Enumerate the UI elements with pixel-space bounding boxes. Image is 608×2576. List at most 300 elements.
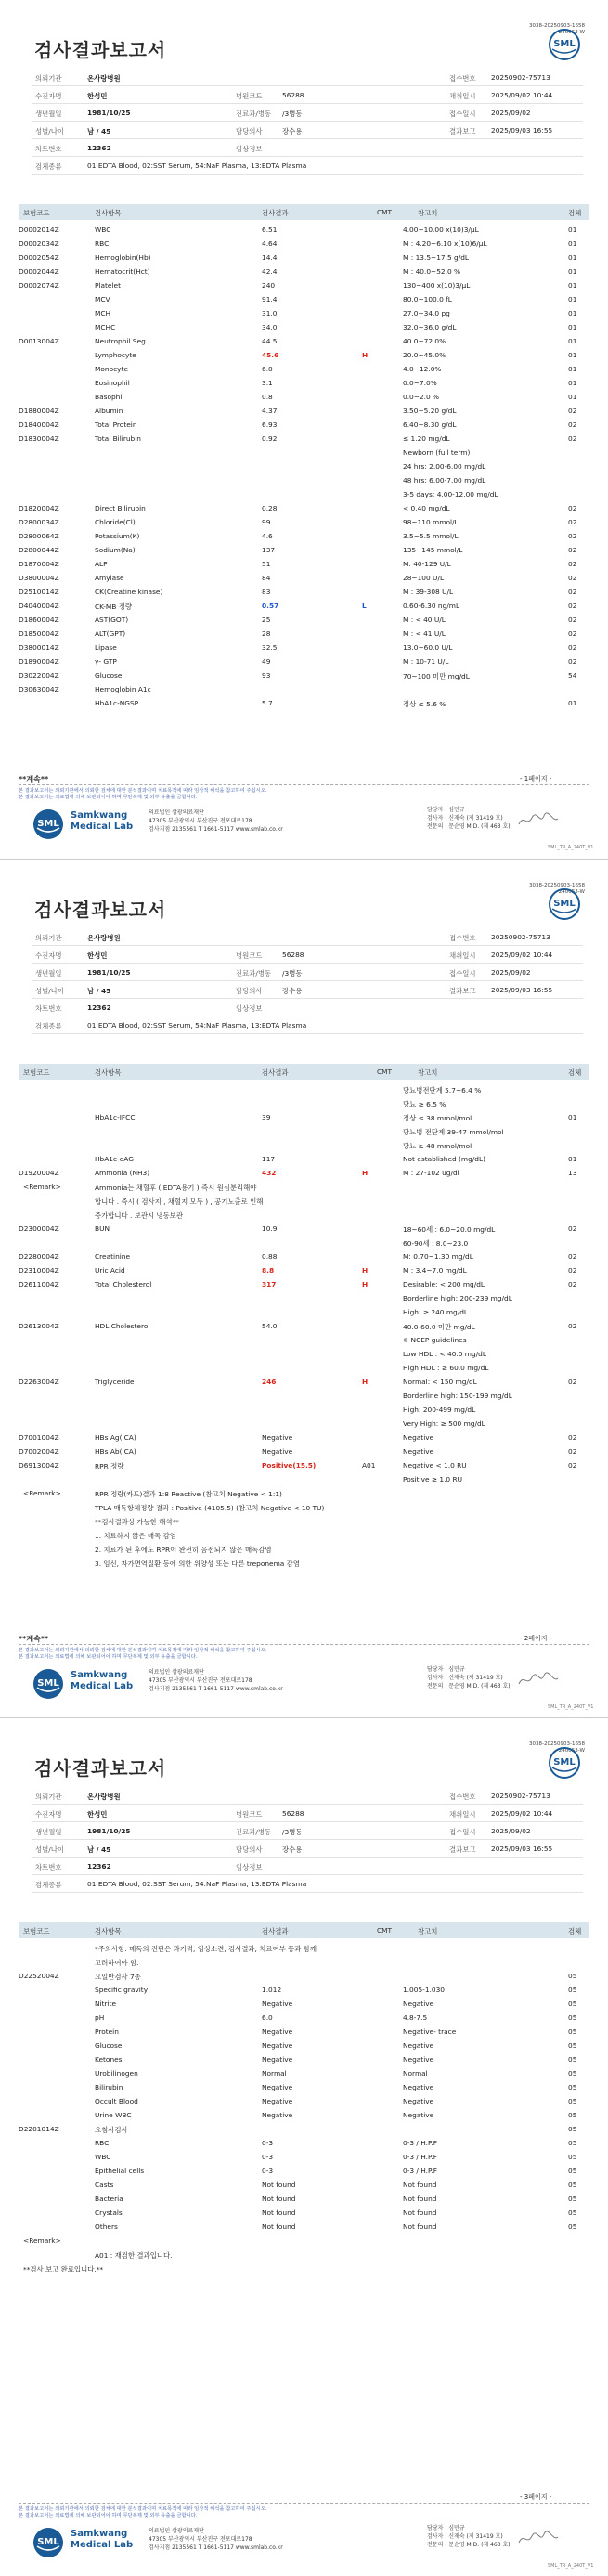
- cell-spec: 02: [568, 657, 577, 666]
- cell-code: D2800064Z: [19, 532, 59, 540]
- result-date-label: 결과보고: [449, 987, 476, 995]
- cell-ref: 정상 ≤ 5.6 %: [403, 700, 446, 708]
- table-row: [19, 1333, 589, 1347]
- cell-result: 0.57: [262, 602, 279, 610]
- patient-info: [32, 1787, 583, 1893]
- table-row: [19, 362, 589, 376]
- cell-ref: 4.8-7.5: [403, 2013, 428, 2022]
- cell-item: WBC: [95, 2153, 111, 2161]
- cell-spec: 01: [568, 295, 577, 304]
- cell-ref: Negative- trace: [403, 2027, 457, 2036]
- cell-ref: Newborn (full term): [403, 448, 471, 457]
- cell-ref: 27.0~34.0 pg: [403, 309, 450, 317]
- footer-logo-text: SML: [37, 819, 59, 829]
- table-row: [19, 265, 589, 278]
- table-row: [19, 320, 589, 334]
- page-code: SML_TR_A_240T_V1: [548, 2563, 594, 2569]
- table-row: [19, 1124, 589, 1138]
- cell-item: γ- GTP: [95, 657, 117, 666]
- cell-flag: H: [362, 1280, 369, 1288]
- hosp-code-value: 56288: [282, 91, 304, 99]
- cell-result: 45.6: [262, 351, 279, 359]
- table-row: [19, 1319, 589, 1333]
- receipt-date-label: 접수일시: [449, 1828, 476, 1836]
- cell-item: Albumin: [95, 407, 123, 415]
- remark-text: TPLA 매독항체정량 결과 : Positive (4105.5) (참고치 Negative < 10 TU): [95, 1504, 325, 1512]
- col-cmt: CMT: [377, 1926, 393, 1935]
- cell-spec: 02: [568, 1252, 577, 1261]
- continued-mark: **계속**: [19, 775, 49, 783]
- cell-ref: Negative: [403, 2083, 434, 2091]
- cell-item: Urobilinogen: [95, 2069, 138, 2078]
- cell-item: Ammonia (NH3): [95, 1169, 150, 1177]
- table-row: [19, 2039, 589, 2052]
- company-name: Samkwang Medical Lab: [71, 1670, 134, 1691]
- cell-ref: Not established (mg/dL): [403, 1155, 485, 1163]
- dept-value: /3병동: [282, 1828, 303, 1836]
- cell-item: HbA1c-eAG: [95, 1155, 134, 1163]
- cell-result: Not found: [262, 2208, 296, 2217]
- cell-ref: Borderline high: 150-199 mg/dL: [403, 1392, 512, 1400]
- cell-spec: 02: [568, 1322, 577, 1330]
- cell-item: HDL Cholesterol: [95, 1322, 150, 1330]
- remark-row: [19, 1208, 589, 1222]
- cell-ref: 4.0~12.0%: [403, 365, 442, 373]
- col-ref: 참고치: [418, 209, 438, 217]
- cell-item: BUN: [95, 1224, 110, 1233]
- cell-code: D0002054Z: [19, 253, 59, 262]
- col-code: 보험코드: [23, 1068, 50, 1077]
- cell-ref: M : 10-71 U/L: [403, 657, 449, 666]
- footer-divider: [19, 2503, 589, 2504]
- cell-item: Glucose: [95, 671, 123, 680]
- result-date-value: 2025/09/03 16:55: [491, 1845, 553, 1853]
- company-name: Samkwang Medical Lab: [71, 810, 134, 832]
- cell-ref: High: 200-499 mg/dL: [403, 1405, 476, 1414]
- cell-result: Negative: [262, 2041, 293, 2050]
- cell-item: Eosinophil: [95, 379, 130, 387]
- remark-row: [19, 1556, 589, 1570]
- cell-item: CK(Creatine kinase): [95, 588, 163, 596]
- cell-code: D1870004Z: [19, 560, 59, 568]
- cell-spec: 01: [568, 267, 577, 276]
- birth-label: 생년월일: [35, 969, 62, 977]
- table-row: [19, 571, 589, 585]
- table-row: [19, 1361, 589, 1375]
- table-row: [19, 1472, 589, 1486]
- hosp-code-label: 병원코드: [236, 1810, 263, 1819]
- hosp-code-value: 56288: [282, 1809, 304, 1818]
- cell-item: WBC: [95, 226, 111, 234]
- cell-result: 93: [262, 671, 271, 680]
- table-row: [19, 1430, 589, 1444]
- cell-item: MCHC: [95, 323, 116, 331]
- page-number: - 1페이지 -: [520, 775, 552, 783]
- cell-result: Negative: [262, 1447, 293, 1456]
- doctor-label: 담당의사: [236, 127, 263, 136]
- cell-spec: 05: [568, 2222, 577, 2231]
- cell-code: D2201014Z: [19, 2125, 59, 2133]
- cell-spec: 05: [568, 2208, 577, 2217]
- cell-result: 0.28: [262, 504, 278, 512]
- cell-item: Creatinine: [95, 1252, 131, 1261]
- cell-item: Triglyceride: [95, 1378, 135, 1386]
- doctor-label: 담당의사: [236, 987, 263, 995]
- cell-ref: 20.0~45.0%: [403, 351, 446, 359]
- report-title: 검사결과보고서: [34, 39, 167, 61]
- remark-row: [19, 1180, 589, 1194]
- cell-ref: Not found: [403, 2222, 437, 2231]
- report-page: [0, 859, 608, 1717]
- table-row: [19, 529, 589, 543]
- remark-label: <Remark>: [23, 2236, 61, 2245]
- cell-flag: H: [362, 351, 369, 359]
- chart-value: 12362: [87, 1862, 111, 1871]
- remark-row: [19, 1486, 589, 1500]
- sml-logo-icon: [548, 28, 581, 61]
- receipt-no-value: 20250902-75713: [491, 933, 550, 941]
- remark-text: A01 : 재검한 결과입니다.: [95, 2251, 173, 2259]
- logo-text: SML: [553, 899, 576, 909]
- cell-flag: H: [362, 1266, 369, 1275]
- cell-spec: 02: [568, 602, 577, 610]
- cell-spec: 02: [568, 615, 577, 624]
- cell-item: Nitrite: [95, 2000, 117, 2008]
- samkwang-logo-icon: [32, 1667, 65, 1701]
- cell-code: D4040004Z: [19, 602, 59, 610]
- cell-spec: 01: [568, 323, 577, 331]
- table-row: [19, 1277, 589, 1291]
- cell-ref: 135~145 mmol/L: [403, 546, 463, 554]
- cell-ref: Negative: [403, 2111, 434, 2119]
- table-row: [19, 473, 589, 487]
- cell-item: Lipase: [95, 643, 117, 652]
- hospital-label: 의뢰기관: [35, 934, 62, 942]
- cell-item: HbA1c-NGSP: [95, 699, 139, 707]
- logo-text: SML: [553, 1757, 576, 1767]
- dept-label: 진료과/병동: [236, 1828, 272, 1836]
- footer-divider: [19, 1644, 589, 1645]
- cell-spec: 05: [568, 2013, 577, 2022]
- receipt-no-label: 접수번호: [449, 74, 476, 83]
- samkwang-logo-icon: [32, 2526, 65, 2559]
- col-item: 검사항목: [95, 1068, 122, 1077]
- cell-spec: 02: [568, 1266, 577, 1275]
- birth-value: 1981/10/25: [87, 1827, 131, 1835]
- cell-spec: 02: [568, 504, 577, 512]
- cell-ref: High: ≥ 240 mg/dL: [403, 1308, 469, 1316]
- chart-label: 차트번호: [35, 145, 62, 153]
- cell-ref: 32.0~36.0 g/dL: [403, 323, 457, 331]
- remark-label: <Remark>: [23, 1183, 61, 1191]
- cell-result: 246: [262, 1378, 277, 1386]
- cell-result: 4.64: [262, 239, 278, 248]
- remark-text: 3. 임신, 자가면역질환 등에 의한 위양성 또는 다른 treponema 감염: [95, 1560, 300, 1568]
- dept-label: 진료과/병동: [236, 969, 272, 977]
- cell-ref: Negative: [403, 2041, 434, 2050]
- table-row: [19, 1389, 589, 1403]
- dept-value: /3병동: [282, 969, 303, 977]
- table-row: [19, 404, 589, 418]
- cell-result: Negative: [262, 2083, 293, 2091]
- sexage-value: 남 / 45: [87, 1845, 111, 1854]
- cell-flag: L: [362, 602, 367, 610]
- cell-item: Total Cholesterol: [95, 1280, 152, 1288]
- sml-logo-icon: [548, 887, 581, 921]
- cell-code: D2252004Z: [19, 1972, 59, 1980]
- specimen-label: 검체종류: [35, 1881, 62, 1889]
- cell-spec: 05: [568, 2055, 577, 2064]
- cell-result: 1.012: [262, 1986, 282, 1994]
- table-row: [19, 515, 589, 529]
- cell-item: Amylase: [95, 574, 124, 582]
- cell-result: Negative: [262, 2055, 293, 2064]
- remark-text: *주의사항: 매독의 진단은 과거력, 임상소견, 검사결과, 치료여부 등과 함께: [95, 1945, 317, 1953]
- cell-ref: Negative: [403, 1447, 434, 1456]
- page-number: - 2페이지 -: [520, 1635, 552, 1642]
- cell-result: 42.4: [262, 267, 278, 276]
- table-row: [19, 2150, 589, 2164]
- collect-date-value: 2025/09/02 10:44: [491, 91, 553, 99]
- result-date-label: 결과보고: [449, 127, 476, 136]
- collect-date-label: 채취일시: [449, 92, 476, 100]
- cell-ref: Normal: [403, 2069, 428, 2078]
- cell-spec: 01: [568, 253, 577, 262]
- cell-spec: 05: [568, 2083, 577, 2091]
- table-row: [19, 2192, 589, 2206]
- logo-text: SML: [553, 39, 576, 49]
- cell-item: Uric Acid: [95, 1266, 125, 1275]
- receipt-no-value: 20250902-75713: [491, 73, 550, 82]
- cell-result: 39: [262, 1113, 271, 1121]
- collect-date-value: 2025/09/02 10:44: [491, 951, 553, 959]
- cell-result: 240: [262, 281, 276, 290]
- remark-row: [19, 1941, 589, 1955]
- table-row: [19, 251, 589, 265]
- cell-item: Hemoglobin(Hb): [95, 253, 151, 262]
- cell-result: 49: [262, 657, 271, 666]
- cell-ref: Negative: [403, 2097, 434, 2105]
- cell-ref: M: 40-129 U/L: [403, 560, 451, 568]
- cell-spec: 05: [568, 2181, 577, 2189]
- table-row: [19, 599, 589, 613]
- remark-label: **검사 보고 완료입니다.**: [23, 2265, 104, 2273]
- doctor-value: 장수용: [282, 987, 303, 995]
- cell-spec: 01: [568, 365, 577, 373]
- cell-ref: Borderline high: 200-239 mg/dL: [403, 1294, 512, 1302]
- cell-code: D3063004Z: [19, 685, 59, 693]
- cell-item: Potassium(K): [95, 532, 140, 540]
- cell-item: MCH: [95, 309, 111, 317]
- cell-code: D2611004Z: [19, 1280, 59, 1288]
- table-row: [19, 390, 589, 404]
- cell-code: D3800014Z: [19, 643, 59, 652]
- col-spec: 검체: [568, 1927, 582, 1935]
- hospital-label: 의뢰기관: [35, 74, 62, 83]
- cell-ref: Not found: [403, 2208, 437, 2217]
- results-header: [19, 1922, 589, 1938]
- page-number: - 3페이지 -: [520, 2493, 552, 2501]
- cell-ref: M : < 41 U/L: [403, 629, 446, 638]
- cell-ref: 3.5~5.5 mmol/L: [403, 532, 459, 540]
- remark-row: [19, 1514, 589, 1528]
- hospital-value: 온사랑병원: [87, 1793, 121, 1801]
- page-code: SML_TR_A_240T_V1: [548, 845, 594, 850]
- cell-item: Epithelial cells: [95, 2167, 145, 2175]
- patient-value: 한성민: [87, 1810, 108, 1819]
- remark-text: 합니다 . 즉시 ( 검사지 , 채혈지 모두 ) , 공기노출로 인해: [95, 1197, 264, 1206]
- cell-flag: A01: [362, 1461, 376, 1469]
- patient-value: 한성민: [87, 951, 108, 960]
- table-row: [19, 2094, 589, 2108]
- cell-result: 25: [262, 615, 271, 624]
- table-row: [19, 334, 589, 348]
- col-cmt: CMT: [377, 1068, 393, 1076]
- remark-text: 고려하여야 함.: [95, 1959, 139, 1967]
- cell-result: 0.88: [262, 1252, 278, 1261]
- remark-label: <Remark>: [23, 1489, 61, 1497]
- table-row: [19, 1291, 589, 1305]
- cell-spec: 01: [568, 309, 577, 317]
- hospital-value: 온사랑병원: [87, 934, 121, 942]
- cell-spec: 01: [568, 281, 577, 290]
- cell-spec: 01: [568, 351, 577, 359]
- cell-ref: 18~60세 : 6.0~20.0 mg/dL: [403, 1225, 496, 1234]
- cell-result: 4.37: [262, 407, 278, 415]
- cell-result: Negative: [262, 2000, 293, 2008]
- cell-result: 6.51: [262, 226, 278, 234]
- footer-logo-text: SML: [37, 1678, 59, 1689]
- table-row: [19, 1249, 589, 1263]
- table-row: [19, 1969, 589, 1983]
- table-row: [19, 1166, 589, 1180]
- cell-ref: 40.0~72.0%: [403, 337, 446, 345]
- cell-item: Direct Bilirubin: [95, 504, 146, 512]
- footer-note: 본 결과보고서는 의뢰기관에서 의뢰한 검체에 대한 분석결과이며 치료목적에 따라 임상적 해석을 참고하여 주십시오. 본 결과보고서는 의료법에 의해 보관되어야 하며 무단복제 및 외부 유출을 금합니다.: [19, 2506, 267, 2518]
- table-row: [19, 306, 589, 320]
- hospital-label: 의뢰기관: [35, 1793, 62, 1801]
- table-row: [19, 2011, 589, 2025]
- cell-spec: 05: [568, 2027, 577, 2036]
- cell-spec: 05: [568, 2167, 577, 2175]
- company-info: 의료법인 삼광의료재단 47305 부산광역시 부산진구 전포대로178 검사지점 2135561 T 1661-5117 www.smlab.co.kr: [149, 2528, 283, 2551]
- table-row: [19, 2080, 589, 2094]
- cell-ref: M : 40.0~52.0 %: [403, 267, 461, 276]
- cell-result: Not found: [262, 2194, 296, 2203]
- cell-code: D1880004Z: [19, 407, 59, 415]
- cell-code: D2310004Z: [19, 1266, 59, 1275]
- table-row: [19, 376, 589, 390]
- cell-result: Not found: [262, 2222, 296, 2231]
- table-row: [19, 1263, 589, 1277]
- cell-ref: 0-3 / H.P.F: [403, 2139, 437, 2147]
- cell-code: D7002004Z: [19, 1447, 59, 1456]
- cell-ref: 0-3 / H.P.F: [403, 2167, 437, 2175]
- cell-spec: 02: [568, 1447, 577, 1456]
- cell-ref: 24 hrs: 2.00-6.00 mg/dL: [403, 462, 486, 471]
- cell-ref: Negative: [403, 2055, 434, 2064]
- cell-spec: 02: [568, 629, 577, 638]
- table-row: [19, 487, 589, 501]
- cell-ref: Not found: [403, 2194, 437, 2203]
- table-row: [19, 682, 589, 696]
- cell-code: D6913004Z: [19, 1461, 59, 1469]
- cell-result: Positive(15.5): [262, 1461, 317, 1469]
- cell-ref: M : 13.5~17.5 g/dL: [403, 253, 470, 262]
- cell-result: Negative: [262, 1433, 293, 1442]
- cell-flag: H: [362, 1169, 369, 1177]
- birth-value: 1981/10/25: [87, 968, 131, 977]
- cell-ref: M : 3.4~7.0 mg/dL: [403, 1266, 467, 1275]
- cell-code: D0002074Z: [19, 281, 59, 290]
- cell-ref: Negative < 1.0 RU: [403, 1461, 467, 1469]
- cell-code: D0013004Z: [19, 337, 59, 345]
- cell-result: 0.92: [262, 434, 278, 443]
- table-row: [19, 348, 589, 362]
- cell-spec: 01: [568, 1113, 577, 1121]
- doctor-value: 장수용: [282, 127, 303, 136]
- clinical-label: 임상정보: [236, 1004, 263, 1013]
- table-row: [19, 292, 589, 306]
- cell-ref: Low HDL : < 40.0 mg/dL: [403, 1350, 486, 1358]
- cell-spec: 02: [568, 560, 577, 568]
- clinical-label: 임상정보: [236, 145, 263, 153]
- cell-ref: 0.0~7.0%: [403, 379, 437, 387]
- cell-item: Chloride(Cl): [95, 518, 136, 526]
- cell-result: 0.8: [262, 393, 273, 401]
- cell-result: 432: [262, 1169, 277, 1177]
- cell-code: D1890004Z: [19, 657, 59, 666]
- cell-result: Negative: [262, 2097, 293, 2105]
- cell-result: 6.0: [262, 2013, 273, 2022]
- footer-note: 본 결과보고서는 의뢰기관에서 의뢰한 검체에 대한 분석결과이며 치료목적에 따라 임상적 해석을 참고하여 주십시오. 본 결과보고서는 의료법에 의해 보관되어야 하며 무단복제 및 외부 유출을 금합니다.: [19, 1648, 267, 1660]
- samkwang-logo-icon: [32, 808, 65, 841]
- cell-item: Glucose: [95, 2041, 123, 2050]
- cell-item: Bacteria: [95, 2194, 123, 2203]
- table-row: [19, 585, 589, 599]
- cell-ref: M : 27-102 ug/dl: [403, 1169, 459, 1177]
- cell-ref: Not found: [403, 2181, 437, 2189]
- report-title: 검사결과보고서: [34, 1757, 167, 1780]
- table-row: [19, 654, 589, 668]
- cell-result: 14.4: [262, 253, 278, 262]
- col-code: 보험코드: [23, 209, 50, 217]
- cell-result: 99: [262, 518, 271, 526]
- cell-result: 3.1: [262, 379, 273, 387]
- cell-spec: 05: [568, 2153, 577, 2161]
- cell-ref: Desirable: < 200 mg/dL: [403, 1280, 485, 1288]
- cell-spec: 13: [568, 1169, 577, 1177]
- birth-label: 생년월일: [35, 110, 62, 118]
- cell-code: D2280004Z: [19, 1252, 59, 1261]
- cell-ref: Negative: [403, 1433, 434, 1442]
- cell-item: Total Bilirubin: [95, 434, 141, 443]
- table-row: [19, 1403, 589, 1417]
- cell-result: Not found: [262, 2181, 296, 2189]
- patient-info: [32, 928, 583, 1034]
- table-row: [19, 1997, 589, 2011]
- remark-row: [19, 2247, 589, 2261]
- cell-item: CK-MB 정량: [95, 602, 132, 611]
- remark-text: RPR 정량(카드)결과 1:8 Reactive (참고치 Negative < 1:1): [95, 1490, 282, 1498]
- cell-item: RBC: [95, 239, 110, 248]
- cell-code: D1920004Z: [19, 1169, 59, 1177]
- table-row: [19, 1152, 589, 1166]
- cell-item: pH: [95, 2013, 105, 2022]
- table-row: [19, 2164, 589, 2178]
- cell-spec: 02: [568, 1280, 577, 1288]
- cell-ref: M : 39-308 U/L: [403, 588, 454, 596]
